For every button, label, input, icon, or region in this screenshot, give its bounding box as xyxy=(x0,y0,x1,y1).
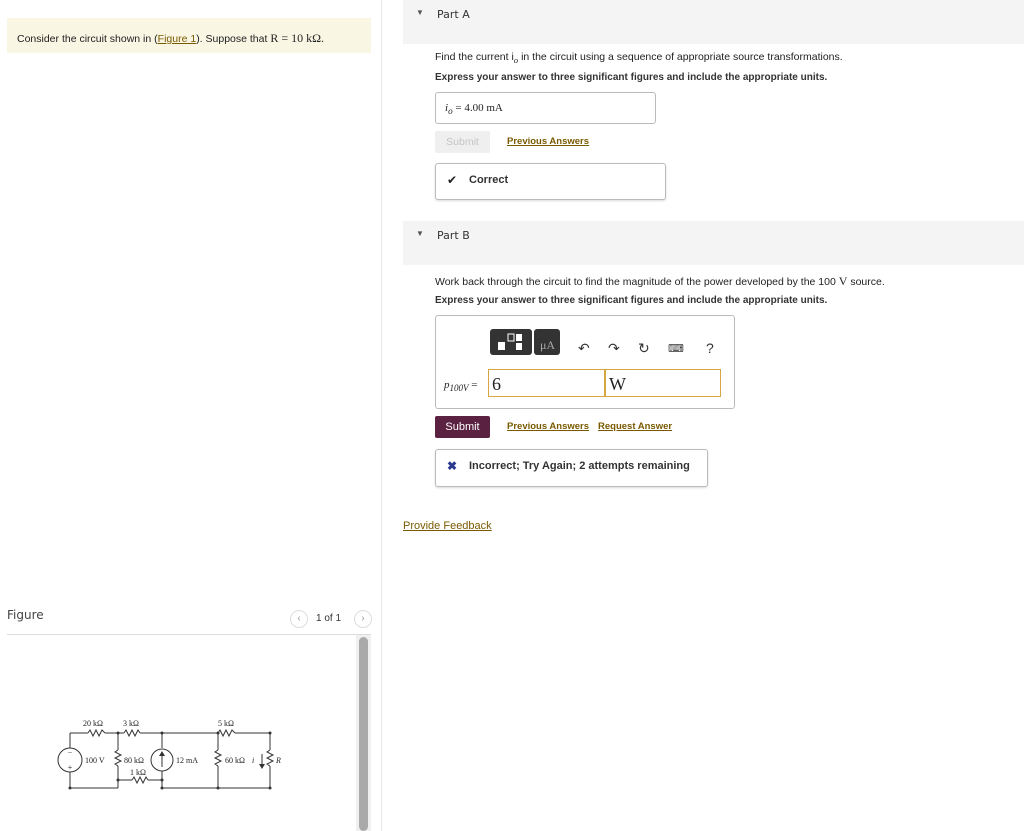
label-100v: 100 V xyxy=(85,756,105,765)
units-button[interactable] xyxy=(534,329,560,355)
part-b-feedback xyxy=(435,449,708,487)
prompt-prefix: Consider the circuit shown in ( xyxy=(17,33,158,45)
part-a-question xyxy=(435,51,843,65)
prompt-suffix: ). Suppose that xyxy=(196,33,271,45)
units-icon: μA xyxy=(540,338,556,352)
part-a-answer-eq: = xyxy=(452,102,465,114)
svg-text:+: + xyxy=(67,763,73,772)
part-a-answer xyxy=(445,102,503,116)
figure-title: Figure xyxy=(7,608,44,622)
part-b-answer-eq: = xyxy=(468,379,478,391)
prompt-math: R = 10 kΩ. xyxy=(270,31,325,45)
collapse-triangle-icon[interactable]: ▼ xyxy=(416,229,424,238)
part-b-feedback-text: Incorrect; Try Again; 2 attempts remaining xyxy=(469,460,690,472)
figure-divider xyxy=(7,634,371,635)
part-a-question-sub: o xyxy=(513,55,519,66)
part-b-submit-button[interactable]: Submit xyxy=(435,416,490,438)
part-b-question xyxy=(435,274,885,289)
circuit-diagram xyxy=(55,712,290,797)
part-b-question-unit: V xyxy=(838,274,848,288)
redo-icon[interactable]: ↷ xyxy=(608,340,620,356)
help-icon[interactable]: ? xyxy=(706,340,714,356)
undo-icon[interactable]: ↶ xyxy=(578,340,590,356)
label-60k: 60 kΩ xyxy=(225,756,245,765)
collapse-triangle-icon[interactable]: ▼ xyxy=(416,8,424,17)
part-b-answer-var: p xyxy=(444,379,450,391)
problem-statement xyxy=(7,18,371,53)
label-1k: 1 kΩ xyxy=(130,768,146,777)
part-b-title: Part B xyxy=(437,229,470,242)
pane-divider xyxy=(381,0,382,831)
part-b-header[interactable] xyxy=(403,221,1024,265)
figure-pager: 1 of 1 xyxy=(316,613,342,624)
label-3k: 3 kΩ xyxy=(123,719,139,728)
label-80k: 80 kΩ xyxy=(124,756,144,765)
label-5k: 5 kΩ xyxy=(218,719,234,728)
part-a-answer-var: i xyxy=(445,102,449,114)
value-input[interactable]: 6 xyxy=(488,369,605,397)
reset-icon[interactable]: ↻ xyxy=(638,340,650,356)
checkmark-icon: ✔ xyxy=(447,173,458,187)
part-a-instruction: Express your answer to three significant figures and include the appropriate units. xyxy=(435,72,828,83)
svg-text:−: − xyxy=(67,748,73,757)
part-b-math-editor xyxy=(435,315,735,409)
next-figure-button[interactable]: › xyxy=(354,610,372,628)
part-a-question-text: Find the current i xyxy=(435,51,514,63)
figure-scrollbar-thumb[interactable] xyxy=(359,637,368,831)
part-a-feedback xyxy=(435,163,666,200)
label-12ma: 12 mA xyxy=(176,756,198,765)
part-a-header[interactable] xyxy=(403,0,1024,44)
part-a-answer-sub: o xyxy=(448,106,453,117)
unit-input[interactable]: W xyxy=(605,369,721,397)
label-io: i xyxy=(252,756,255,765)
part-b-instruction: Express your answer to three significant figures and include the appropriate units. xyxy=(435,295,828,306)
part-b-answer-label xyxy=(444,379,477,393)
part-a-answer-value: 4.00 mA xyxy=(464,102,503,114)
figure-link[interactable]: Figure 1 xyxy=(157,33,197,45)
part-a-feedback-text: Correct xyxy=(469,174,509,186)
templates-icon xyxy=(490,329,532,355)
part-b-question-rest: source. xyxy=(847,276,885,288)
part-b-answer-sub: 100V xyxy=(449,383,469,394)
label-20k: 20 kΩ xyxy=(83,719,103,728)
part-b-previous-answers-link[interactable]: Previous Answers xyxy=(507,421,590,432)
label-R: R xyxy=(276,756,281,765)
part-a-submit-button[interactable]: Submit xyxy=(435,131,490,153)
keyboard-icon[interactable]: ⌨ xyxy=(668,343,684,355)
prev-figure-button[interactable]: ‹ xyxy=(290,610,308,628)
templates-button[interactable] xyxy=(490,329,532,355)
part-a-answer-box xyxy=(435,92,656,124)
x-icon: ✖ xyxy=(447,459,458,473)
part-a-question-rest: in the circuit using a sequence of appropriate source transformations. xyxy=(518,51,843,63)
part-a-previous-answers-link[interactable]: Previous Answers xyxy=(507,136,590,147)
provide-feedback-link[interactable]: Provide Feedback xyxy=(403,520,492,532)
request-answer-link[interactable]: Request Answer xyxy=(598,421,673,432)
part-b-question-text: Work back through the circuit to find the magnitude of the power developed by the 100 xyxy=(435,276,839,288)
part-a-title: Part A xyxy=(437,8,470,21)
problem-text xyxy=(17,31,324,46)
